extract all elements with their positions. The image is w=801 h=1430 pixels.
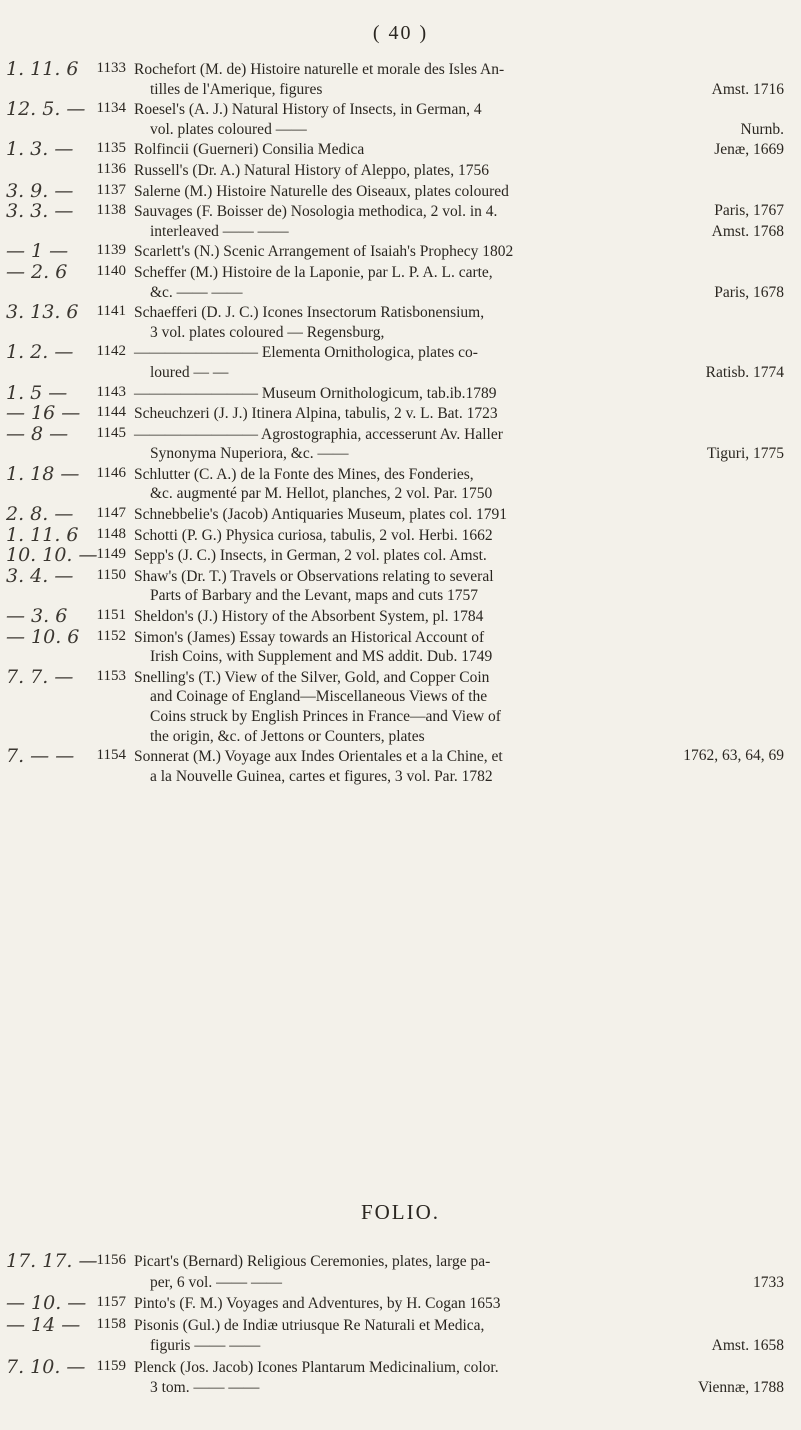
entry-text: the origin, &c. of Jettons or Counters, plates bbox=[150, 727, 425, 745]
entry-line bbox=[150, 1378, 784, 1399]
entry-imprint: Amst. 1658 bbox=[711, 1337, 784, 1354]
handwritten-price: — 16 — bbox=[6, 402, 81, 425]
entry-imprint: Paris, 1767 bbox=[714, 202, 784, 220]
catalogue-entry bbox=[0, 422, 801, 464]
catalogue-entry bbox=[0, 607, 801, 627]
entry-line bbox=[134, 465, 784, 485]
handwritten-price: 1. 11. 6 bbox=[6, 523, 79, 546]
entry-line bbox=[150, 323, 784, 343]
handwritten-price: 7. — — bbox=[6, 745, 75, 768]
catalogue-entry bbox=[0, 523, 801, 546]
lot-number: 1141 bbox=[96, 303, 126, 320]
entry-line bbox=[134, 242, 784, 262]
entry-text: ———————— Museum Ornithologicum, tab.ib.1789 bbox=[134, 384, 497, 402]
entry-text: a la Nouvelle Guinea, cartes et figures, 3 vol. Par. 1782 bbox=[150, 767, 493, 785]
catalogue-entry bbox=[0, 161, 801, 181]
entry-text: Coins struck by English Princes in France—and View of bbox=[150, 708, 501, 725]
entry-text: ———————— Elementa Ornithologica, plates co- bbox=[134, 344, 478, 362]
entry-text: Schotti (P. G.) Physica curiosa, tabulis, 2 vol. Herbi. 1662 bbox=[134, 526, 493, 544]
catalogue-entry bbox=[0, 462, 801, 504]
lot-number: 1156 bbox=[96, 1252, 126, 1268]
catalogue-entries bbox=[0, 60, 801, 787]
handwritten-price: 1. 5 — bbox=[6, 381, 68, 404]
entry-text: loured — — bbox=[150, 363, 229, 381]
entry-line bbox=[134, 425, 784, 445]
entry-line bbox=[150, 80, 784, 100]
entry-line bbox=[134, 303, 784, 323]
entry-line bbox=[150, 444, 784, 464]
entry-text: Shaw's (Dr. T.) Travels or Observations relating to several bbox=[134, 567, 494, 585]
handwritten-price: 3. 4. — bbox=[6, 564, 74, 587]
entry-line bbox=[134, 1316, 784, 1337]
entry-line bbox=[134, 140, 784, 160]
entry-text: &c. augmenté par M. Hellot, planches, 2 vol. Par. 1750 bbox=[150, 485, 493, 503]
entry-line bbox=[150, 120, 784, 140]
entry-text: Schaefferi (D. J. C.) Icones Insectorum Ratisbonensium, bbox=[134, 304, 485, 322]
handwritten-price: 12. 5. — bbox=[6, 98, 86, 121]
entry-line bbox=[150, 1273, 784, 1294]
entry-text: Salerne (M.) Histoire Naturelle des Oiseaux, plates coloured bbox=[134, 182, 509, 200]
entry-text: Russell's (Dr. A.) Natural History of Aleppo, plates, 1756 bbox=[134, 161, 489, 179]
entry-line bbox=[150, 727, 784, 747]
entry-line bbox=[134, 628, 784, 648]
catalogue-entry bbox=[0, 505, 801, 525]
entry-line bbox=[150, 283, 784, 303]
lot-number: 1146 bbox=[96, 464, 126, 481]
entry-text: &c. —— —— bbox=[150, 283, 243, 301]
folio-heading: FOLIO. bbox=[360, 1200, 441, 1224]
entry-text: Scarlett's (N.) Scenic Arrangement of Isaiah's Prophecy 1802 bbox=[134, 243, 514, 261]
handwritten-price: 2. 8. — bbox=[6, 503, 74, 526]
lot-number: 1142 bbox=[96, 343, 126, 360]
handwritten-price: 7. 7. — bbox=[6, 665, 74, 688]
entry-line bbox=[134, 343, 784, 363]
entry-text: 3 tom. —— —— bbox=[150, 1379, 260, 1396]
entry-line bbox=[134, 546, 784, 566]
entry-text: Scheuchzeri (J. J.) Itinera Alpina, tabulis, 2 v. L. Bat. 1723 bbox=[134, 405, 498, 423]
lot-number: 1150 bbox=[96, 566, 126, 583]
entry-line bbox=[134, 161, 784, 181]
catalogue-entry bbox=[0, 242, 801, 262]
entry-text: and Coinage of England—Miscellaneous Views of the bbox=[150, 688, 488, 706]
catalogue-entry bbox=[0, 546, 801, 566]
catalogue-entry bbox=[0, 381, 801, 404]
entry-line bbox=[150, 767, 784, 787]
entry-line bbox=[134, 60, 784, 80]
handwritten-price: 1. 11. 6 bbox=[6, 58, 79, 80]
lot-number: 1134 bbox=[96, 100, 126, 117]
handwritten-price: 3. 3. — bbox=[6, 200, 74, 223]
catalogue-entry bbox=[0, 140, 801, 160]
entry-line bbox=[134, 526, 784, 546]
catalogue-entry bbox=[0, 260, 801, 302]
entry-text: Sepp's (J. C.) Insects, in German, 2 vol. plates col. Amst. bbox=[134, 547, 487, 565]
entry-imprint: Ratisb. 1774 bbox=[705, 363, 784, 381]
catalogue-entry bbox=[0, 1313, 801, 1357]
entry-line bbox=[150, 687, 784, 707]
entry-line bbox=[134, 263, 784, 283]
catalogue-entry bbox=[0, 404, 801, 424]
entry-line bbox=[134, 668, 784, 688]
entry-line bbox=[134, 607, 784, 627]
entry-text: Picart's (Bernard) Religious Ceremonies, plates, large pa- bbox=[134, 1253, 491, 1270]
entry-line bbox=[134, 1294, 784, 1315]
entry-text: Sheldon's (J.) History of the Absorbent System, pl. 1784 bbox=[134, 608, 484, 626]
entry-line bbox=[134, 404, 784, 424]
entry-text: Snelling's (T.) View of the Silver, Gold, and Copper Coin bbox=[134, 668, 490, 686]
lot-number: 1136 bbox=[96, 160, 126, 177]
entry-text: Rochefort (M. de) Histoire naturelle et morale des Isles An- bbox=[134, 61, 505, 78]
entry-line bbox=[134, 100, 784, 120]
handwritten-price: — 3. 6 bbox=[6, 605, 68, 628]
entry-imprint: Amst. 1716 bbox=[711, 80, 784, 98]
lot-number: 1151 bbox=[96, 607, 126, 624]
handwritten-price: 3. 9. — bbox=[6, 179, 74, 202]
entry-text: Roesel's (A. J.) Natural History of Insects, in German, 4 bbox=[134, 101, 482, 119]
entry-line bbox=[134, 182, 784, 202]
entry-text: Sonnerat (M.) Voyage aux Indes Orientales et a la Chine, et bbox=[134, 748, 503, 766]
lot-number: 1148 bbox=[96, 525, 126, 542]
entry-line bbox=[134, 202, 784, 222]
entry-text: tilles de l'Amerique, figures bbox=[150, 80, 323, 98]
entry-imprint: Viennæ, 1788 bbox=[697, 1379, 784, 1396]
catalogue-entry bbox=[0, 1252, 801, 1293]
catalogue-entry bbox=[0, 303, 801, 342]
entry-text: Simon's (James) Essay towards an Historical Account of bbox=[134, 628, 485, 646]
folio-entries bbox=[0, 1252, 801, 1400]
entry-line bbox=[150, 363, 784, 383]
lot-number: 1138 bbox=[96, 202, 126, 219]
entry-imprint: 1733 bbox=[753, 1273, 784, 1291]
lot-number: 1157 bbox=[96, 1294, 126, 1310]
entry-line bbox=[150, 586, 784, 606]
handwritten-price: — 8 — bbox=[6, 422, 69, 445]
catalogue-entry bbox=[0, 564, 801, 606]
lot-number: 1158 bbox=[96, 1315, 126, 1332]
entry-text: Schlutter (C. A.) de la Fonte des Mines, des Fonderies, bbox=[134, 465, 474, 483]
handwritten-price: 1. 3. — bbox=[6, 138, 74, 161]
entry-line bbox=[150, 647, 784, 667]
entry-text: Parts of Barbary and the Levant, maps and cuts 1757 bbox=[150, 587, 478, 605]
entry-text: 3 vol. plates coloured — Regensburg, bbox=[150, 323, 385, 341]
catalogue-entry bbox=[0, 625, 801, 667]
lot-number: 1143 bbox=[96, 383, 126, 400]
handwritten-price: 17. 17. — bbox=[6, 1250, 98, 1272]
lot-number: 1144 bbox=[96, 404, 126, 421]
lot-number: 1154 bbox=[96, 747, 126, 764]
entry-imprint: 1762, 63, 64, 69 bbox=[683, 747, 784, 765]
entry-text: Synonyma Nuperiora, &c. —— bbox=[150, 445, 349, 463]
lot-number: 1159 bbox=[96, 1357, 126, 1374]
catalogue-entry bbox=[0, 747, 801, 786]
entry-line bbox=[150, 707, 784, 727]
catalogue-entry bbox=[0, 1294, 801, 1315]
entry-text: figuris —— —— bbox=[150, 1337, 261, 1354]
entry-text: Schnebbelie's (Jacob) Antiquaries Museum, plates col. 1791 bbox=[134, 506, 507, 524]
lot-number: 1139 bbox=[96, 242, 126, 259]
entry-text: Pinto's (F. M.) Voyages and Adventures, by H. Cogan 1653 bbox=[134, 1295, 501, 1312]
entry-text: Pisonis (Gul.) de Indiæ utriusque Re Naturali et Medica, bbox=[134, 1316, 485, 1334]
entry-line bbox=[150, 222, 784, 242]
catalogue-entry bbox=[0, 100, 801, 139]
lot-number: 1149 bbox=[96, 546, 126, 563]
entry-text: interleaved —— —— bbox=[150, 222, 289, 240]
catalogue-entry bbox=[0, 202, 801, 241]
handwritten-price: — 14 — bbox=[6, 1313, 81, 1336]
entry-text: Rolfincii (Guerneri) Consilia Medica bbox=[134, 141, 365, 159]
entry-line bbox=[134, 1358, 784, 1379]
lot-number: 1152 bbox=[96, 627, 126, 644]
entry-imprint: Nurnb. bbox=[740, 120, 784, 138]
entry-line bbox=[150, 484, 784, 504]
lot-number: 1140 bbox=[96, 262, 126, 279]
handwritten-price: — 10. 6 bbox=[6, 625, 80, 648]
handwritten-price: 10. 10. — bbox=[6, 544, 98, 567]
entry-line bbox=[134, 567, 784, 587]
lot-number: 1145 bbox=[96, 424, 126, 441]
lot-number: 1147 bbox=[96, 505, 126, 522]
handwritten-price: 7. 10. — bbox=[6, 1355, 86, 1378]
catalogue-entry bbox=[0, 1355, 801, 1399]
entry-text: Irish Coins, with Supplement and MS addit. Dub. 1749 bbox=[150, 648, 493, 666]
entry-imprint: Paris, 1678 bbox=[714, 283, 784, 301]
handwritten-price: — 10. — bbox=[6, 1292, 87, 1314]
entry-imprint: Jenæ, 1669 bbox=[714, 141, 784, 159]
handwritten-price: 1. 2. — bbox=[6, 341, 74, 364]
entry-text: per, 6 vol. —— —— bbox=[150, 1273, 282, 1291]
lot-number: 1133 bbox=[96, 60, 126, 76]
lot-number: 1137 bbox=[96, 181, 126, 198]
entry-imprint: Tiguri, 1775 bbox=[707, 445, 784, 463]
lot-number: 1135 bbox=[96, 140, 126, 157]
entry-line bbox=[150, 1336, 784, 1357]
catalogue-entry bbox=[0, 343, 801, 382]
handwritten-price: 1. 18 — bbox=[6, 462, 80, 485]
entry-line bbox=[134, 384, 784, 404]
entry-line bbox=[134, 1252, 784, 1273]
entry-line bbox=[134, 747, 784, 767]
lot-number: 1153 bbox=[96, 667, 126, 684]
handwritten-price: 3. 13. 6 bbox=[6, 301, 79, 324]
entry-text: Plenck (Jos. Jacob) Icones Plantarum Medicinalium, color. bbox=[134, 1358, 499, 1376]
handwritten-price: — 2. 6 bbox=[6, 260, 68, 283]
handwritten-price: — 1 — bbox=[6, 240, 69, 263]
entry-text: Scheffer (M.) Histoire de la Laponie, par L. P. A. L. carte, bbox=[134, 263, 493, 281]
page-number: ( 40 ) bbox=[372, 22, 429, 44]
entry-text: vol. plates coloured —— bbox=[150, 120, 307, 138]
entry-imprint: Amst. 1768 bbox=[711, 222, 784, 240]
entry-text: Sauvages (F. Boisser de) Nosologia methodica, 2 vol. in 4. bbox=[134, 203, 498, 221]
catalogue-entry bbox=[0, 60, 801, 99]
entry-text: ———————— Agrostographia, accesserunt Av. Haller bbox=[134, 425, 503, 443]
entry-line bbox=[134, 505, 784, 525]
